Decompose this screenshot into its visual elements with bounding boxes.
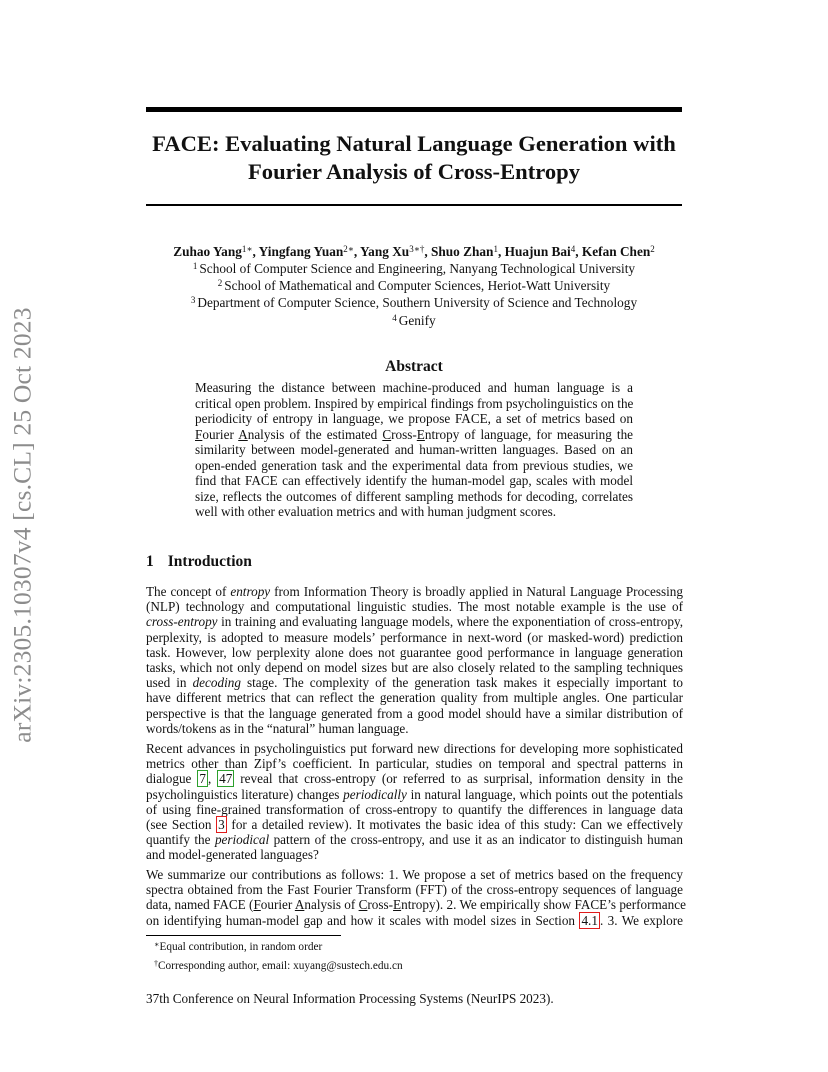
footnote-rule <box>146 935 341 936</box>
underlined-letter: A <box>294 897 305 913</box>
author: Yingfang Yuan$^{2∗}$ <box>258 244 354 259</box>
section-heading <box>146 553 252 571</box>
author: Zuhao Yang$^{1∗}$ <box>173 244 253 259</box>
paragraph-line: metrics other than Zipf’s coefficient. In particular, studies on temporal and spectral patterns in <box>146 756 683 772</box>
abstract-line: well with other evaluation metrics and with human judgment scores. <box>195 504 557 519</box>
title-bottom-rule <box>146 204 682 206</box>
author: Shuo Zhan$^1$ <box>430 244 498 259</box>
affiliation: $^3$ Department of Computer Science, Southern University of Science and Technology <box>190 295 638 311</box>
section-number: 1 <box>146 553 154 570</box>
author: Yang $Xu^{3∗\dagger}$ <box>360 244 425 259</box>
emphasis: decoding <box>192 675 241 691</box>
author-list: Zuhao Yang$^{1∗}$, Yingfang Yuan$^{2∗}$, Yang $Xu^{3∗\dagger}$, Shuo Zhan$^1$, Huajun Bai$^4$, Kefan Chen$^2$ <box>173 244 655 259</box>
underlined-letter: E <box>393 897 402 913</box>
emphasis: entropy <box>230 584 271 599</box>
paragraph-line: on identifying human-model gap and how it scales with model sizes in Section 4.1 . 3. We explore <box>146 912 683 928</box>
paragraph-line: (see Section 3 for a detailed review). It motivates the basic idea of this study: Can we effectively <box>146 817 684 833</box>
paper-title-line-1: FACE: Evaluating Natural Language Generation with <box>152 131 676 156</box>
emphasis: periodical <box>214 832 270 848</box>
paragraph-line: tasks, which not only depend on model sizes but are also closely related to the sampling techniques <box>146 660 683 676</box>
footnote: †Corresponding author, email: xuyang@sustech.edu.cn <box>154 958 403 972</box>
emphasis: periodically <box>343 786 407 802</box>
abstract-line: Measuring the distance between machine-produced and human language is a <box>195 380 633 395</box>
conference-note: 37th Conference on Neural Information Processing Systems (NeurIPS 2023). <box>146 991 554 1006</box>
paragraph-line: perplexity, is adopted to measure models’ performance in next-word (or masked-word) prediction <box>146 629 683 645</box>
intro-paragraph-1 <box>146 584 683 736</box>
paper-title <box>120 130 708 186</box>
intro-paragraph-2 <box>146 741 683 863</box>
affiliation-list <box>100 259 728 328</box>
paragraph-line: have different metrics that can reflect the generation quality from multiple angles. One particular <box>146 690 683 706</box>
abstract-line: periodicity of entropy in language, we propose FACE, a set of metrics based on <box>195 411 633 426</box>
paragraph-line: quantify the periodical pattern of the cross-entropy, and use it as an indicator to distinguish human <box>146 832 684 848</box>
paragraph-line: words/tokens as in the “natural” human language. <box>146 720 409 736</box>
abstract-line: open-ended generation task and the experimental data from previous studies, we <box>195 457 633 473</box>
emphasis: cross-entropy <box>146 614 218 630</box>
author: Kefan Chen$^2$ <box>581 244 655 259</box>
affiliation: $^1$ School of Computer Science and Engineering, Nanyang Technological University <box>192 261 636 276</box>
underlined-letter: F <box>195 426 203 442</box>
paragraph-line: used in decoding stage. The complexity of the generation task makes it especially important to <box>146 675 683 691</box>
paragraph-line: of using fine-grained transformation of cross-entropy to quantify the differences in language data <box>146 801 683 817</box>
underlined-letter: C <box>382 426 392 442</box>
abstract-body <box>195 380 633 520</box>
abstract-line: critical open problem. Inspired by empirical findings from psycholinguistics on the <box>195 395 634 411</box>
section-title: Introduction <box>167 553 252 570</box>
abstract-line: size, reflects the outcomes of different sampling methods for decoding, correlates <box>195 488 633 504</box>
paragraph-line: (NLP) technology and computational linguistic studies. The most notable example is the use of <box>146 599 683 615</box>
footnotes <box>154 937 674 974</box>
affiliation: $^4$ Genify <box>392 312 436 328</box>
footnote: ∗Equal contribution, in random order <box>154 940 323 953</box>
abstract-heading: Abstract <box>385 358 443 375</box>
abstract-line: Fourier Analysis of the estimated Cross-Entropy of language, for measuring the <box>195 426 634 442</box>
arxiv-identifier <box>0 290 46 760</box>
paragraph-line: perspective is that the language generated from a good model should have a similar distribution of <box>146 705 683 721</box>
abstract-line: find that FACE can effectively identify the human-model gap, scales with model <box>195 473 633 488</box>
title-top-rule <box>146 107 682 112</box>
author: Huajun Bai$^4$ <box>504 244 576 259</box>
paragraph-line: psycholinguistics literature) changes periodically in natural language, which points out the potentials <box>146 786 683 802</box>
underlined-letter: E <box>416 426 425 442</box>
section-link[interactable]: 3 <box>218 817 225 833</box>
affiliation: $^2$ School of Mathematical and Computer Sciences, Heriot-Watt University <box>217 278 611 294</box>
paragraph-line: We summarize our contributions as follows: 1. We propose a set of metrics based on the frequency <box>146 867 683 882</box>
paragraph-line: Recent advances in psycholinguistics put forward new directions for developing more sophisticated <box>146 741 683 756</box>
underlined-letter: A <box>238 426 248 442</box>
paper-title-line-2: Fourier Analysis of Cross-Entropy <box>247 159 581 184</box>
paragraph-line: cross-entropy in training and evaluating language models, where the exponentiation of cross-entropy, <box>146 614 683 630</box>
paragraph-line: and model-generated languages? <box>146 847 319 863</box>
intro-paragraph-3 <box>146 867 686 928</box>
paragraph-line: data, named FACE (Fourier Analysis of Cross-Entropy). 2. We empirically show FACE’s performance <box>146 897 686 913</box>
paragraph-line: dialogue 7 , 47 reveal that cross-entropy (or referred to as surprisal, information density in the <box>146 771 683 787</box>
citation-link[interactable]: 7 <box>199 771 206 787</box>
paragraph-line: task. However, low perplexity alone does not guarantee good performance in language generation <box>146 644 683 660</box>
arxiv-identifier-text: arXiv:2305.10307v4 [cs.CL] 25 Oct 2023 <box>8 307 37 743</box>
paragraph-line: spectra obtained from the Fast Fourier Transform (FFT) of the cross-entropy sequences of language <box>146 882 683 898</box>
paragraph-line: The concept of entropy from Information Theory is broadly applied in Natural Language Processing <box>146 584 683 599</box>
abstract-line: similarity between model-generated and human-written languages. Based on an <box>195 442 633 457</box>
underlined-letter: C <box>358 897 368 913</box>
section-link[interactable]: 4.1 <box>581 912 598 928</box>
citation-link[interactable]: 47 <box>219 771 233 787</box>
underlined-letter: F <box>253 897 261 913</box>
